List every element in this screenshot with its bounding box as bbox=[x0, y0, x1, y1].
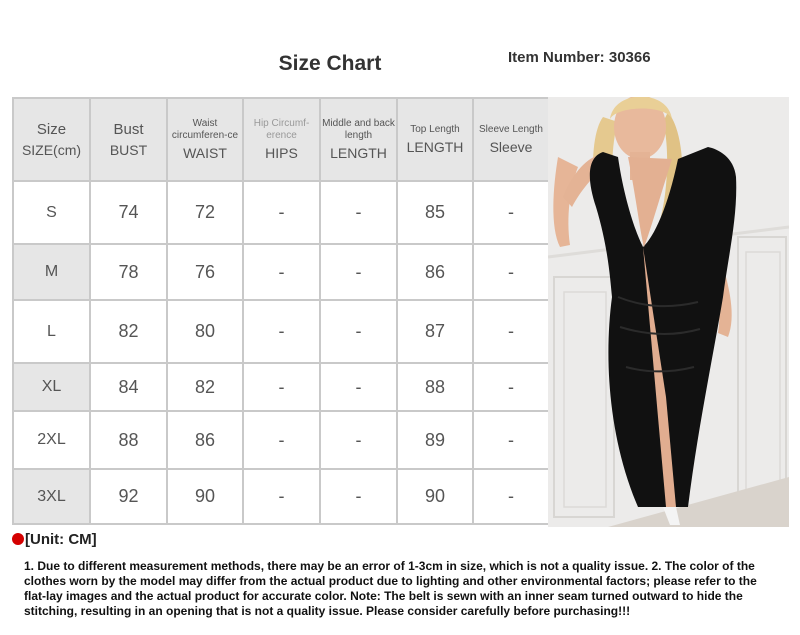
model-photo bbox=[548, 97, 789, 527]
table-header-row bbox=[13, 98, 549, 181]
bust-cell: 92 bbox=[90, 469, 167, 524]
bust-cell: 74 bbox=[90, 181, 167, 244]
waist-cell: 82 bbox=[167, 363, 243, 411]
header-sleeve: Sleeve Length Sleeve bbox=[473, 98, 549, 181]
header-bust: Bust BUST bbox=[90, 98, 167, 181]
header-top-length: Top Length LENGTH bbox=[397, 98, 473, 181]
hips-cell: - bbox=[243, 300, 320, 363]
back-length-cell: - bbox=[320, 300, 397, 363]
sleeve-cell: - bbox=[473, 181, 549, 244]
waist-cell: 90 bbox=[167, 469, 243, 524]
back-length-cell: - bbox=[320, 469, 397, 524]
measurement-notes: 1. Due to different measurement methods, there may be an error of 1-3cm in size, which is not a quality issue. 2. The color of the clothes worn by the model may differ from the actual product due to lighting and other environmental factors; please refer to the flat-lay images and the actual product for accurate color. Note: The belt is sewn with an inner seam turned outward to hide the stitching, resulting in an opening that is not a quality issue. Please consider carefully before purchasing!!! bbox=[24, 559, 757, 618]
red-dot-icon bbox=[12, 533, 24, 545]
table-row bbox=[13, 181, 549, 244]
header-waist: Waist circumferen-ce WAIST bbox=[167, 98, 243, 181]
waist-cell: 72 bbox=[167, 181, 243, 244]
waist-cell: 86 bbox=[167, 411, 243, 469]
table-row bbox=[13, 300, 549, 363]
top-length-cell: 89 bbox=[397, 411, 473, 469]
back-length-cell: - bbox=[320, 181, 397, 244]
top-length-cell: 88 bbox=[397, 363, 473, 411]
bust-cell: 84 bbox=[90, 363, 167, 411]
header-hips: Hip Circumf-erence HIPS bbox=[243, 98, 320, 181]
header-back-length: Middle and back length LENGTH bbox=[320, 98, 397, 181]
top-length-cell: 86 bbox=[397, 244, 473, 300]
hips-cell: - bbox=[243, 469, 320, 524]
top-length-cell: 85 bbox=[397, 181, 473, 244]
table-row bbox=[13, 411, 549, 469]
unit-label bbox=[12, 531, 97, 548]
model-photo-illustration bbox=[548, 97, 789, 527]
table-row bbox=[13, 469, 549, 524]
sleeve-cell: - bbox=[473, 300, 549, 363]
page-title: Size Chart bbox=[278, 52, 382, 75]
hips-cell: - bbox=[243, 411, 320, 469]
back-length-cell: - bbox=[320, 363, 397, 411]
size-cell: S bbox=[13, 181, 90, 244]
table-row bbox=[13, 244, 549, 300]
hips-cell: - bbox=[243, 181, 320, 244]
size-cell: 2XL bbox=[13, 411, 90, 469]
hips-cell: - bbox=[243, 244, 320, 300]
size-cell: 3XL bbox=[13, 469, 90, 524]
top-length-cell: 87 bbox=[397, 300, 473, 363]
bust-cell: 78 bbox=[90, 244, 167, 300]
sleeve-cell: - bbox=[473, 244, 549, 300]
item-number: Item Number: 30366 bbox=[508, 49, 651, 66]
table-row bbox=[13, 363, 549, 411]
size-cell: XL bbox=[13, 363, 90, 411]
size-cell: M bbox=[13, 244, 90, 300]
size-cell: L bbox=[13, 300, 90, 363]
unit-text: [Unit: CM] bbox=[25, 531, 97, 548]
waist-cell: 76 bbox=[167, 244, 243, 300]
hips-cell: - bbox=[243, 363, 320, 411]
sleeve-cell: - bbox=[473, 363, 549, 411]
back-length-cell: - bbox=[320, 244, 397, 300]
bust-cell: 88 bbox=[90, 411, 167, 469]
header-size: Size SIZE(cm) bbox=[13, 98, 90, 181]
back-length-cell: - bbox=[320, 411, 397, 469]
sleeve-cell: - bbox=[473, 411, 549, 469]
top-length-cell: 90 bbox=[397, 469, 473, 524]
size-chart-table bbox=[12, 97, 550, 525]
waist-cell: 80 bbox=[167, 300, 243, 363]
bust-cell: 82 bbox=[90, 300, 167, 363]
sleeve-cell: - bbox=[473, 469, 549, 524]
